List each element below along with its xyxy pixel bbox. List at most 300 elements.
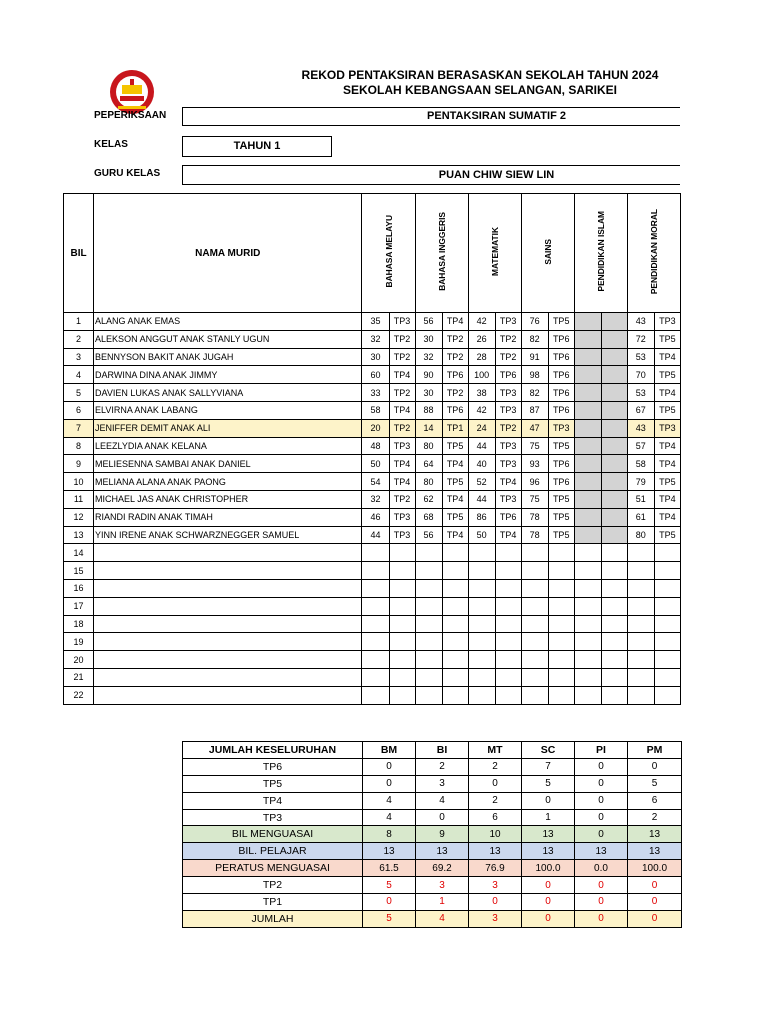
summary-row (183, 826, 682, 843)
summary-value: 0 (575, 775, 628, 792)
summary-row-label: BIL MENGUASAI (183, 826, 363, 843)
cell-empty (548, 579, 574, 597)
cell-empty (548, 615, 574, 633)
summary-value: 0 (522, 877, 575, 894)
cell-sc-tp: TP6 (548, 401, 574, 419)
cell-sc-tp: TP6 (548, 330, 574, 348)
summary-value: 5 (522, 775, 575, 792)
cell-bil: 19 (64, 633, 94, 651)
cell-pi-mark (574, 473, 601, 491)
field-peperiksaan (182, 107, 680, 126)
cell-bil: 21 (64, 668, 94, 686)
summary-row-label: TP1 (183, 894, 363, 911)
value-guru-kelas: PUAN CHIW SIEW LIN (438, 169, 555, 181)
cell-mt-mark: 44 (468, 490, 495, 508)
cell-nama (94, 686, 362, 704)
summary-value: 4 (416, 792, 469, 809)
cell-empty (495, 686, 521, 704)
summary-header-cell: BM (363, 742, 416, 759)
cell-empty (521, 668, 548, 686)
cell-pi-tp (601, 526, 627, 544)
cell-bil: 6 (64, 401, 94, 419)
cell-pm-tp: TP4 (654, 508, 680, 526)
cell-empty (389, 597, 415, 615)
summary-value: 0 (575, 877, 628, 894)
cell-empty (468, 562, 495, 580)
cell-empty (548, 651, 574, 669)
cell-bi-mark: 80 (415, 437, 442, 455)
cell-nama: DARWINA DINA ANAK JIMMY (94, 366, 362, 384)
cell-nama (94, 615, 362, 633)
cell-empty (521, 615, 548, 633)
summary-value: 0 (522, 792, 575, 809)
summary-row (183, 775, 682, 792)
summary-value: 13 (416, 843, 469, 860)
cell-empty (654, 562, 680, 580)
cell-empty (442, 668, 468, 686)
cell-empty (415, 633, 442, 651)
cell-empty (495, 597, 521, 615)
cell-mt-tp: TP3 (495, 313, 521, 331)
summary-value: 0 (575, 910, 628, 927)
summary-row-label: TP2 (183, 877, 363, 894)
cell-pm-tp: TP4 (654, 437, 680, 455)
cell-mt-mark: 50 (468, 526, 495, 544)
cell-pm-tp: TP4 (654, 348, 680, 366)
cell-bm-mark: 30 (362, 348, 389, 366)
summary-value: 0 (628, 894, 682, 911)
header-nama-murid: NAMA MURID (94, 194, 362, 313)
summary-value: 3 (416, 877, 469, 894)
cell-empty (627, 651, 654, 669)
cell-sc-mark: 78 (521, 508, 548, 526)
cell-nama (94, 562, 362, 580)
cell-pi-mark (574, 526, 601, 544)
student-marks-table (63, 193, 681, 705)
summary-header-cell: MT (469, 742, 522, 759)
summary-value: 100.0 (628, 860, 682, 877)
cell-empty (362, 562, 389, 580)
cell-empty (442, 686, 468, 704)
cell-bm-tp: TP4 (389, 455, 415, 473)
summary-table (182, 741, 682, 928)
cell-bil: 22 (64, 686, 94, 704)
label-kelas: KELAS (94, 139, 128, 150)
cell-bm-mark: 46 (362, 508, 389, 526)
cell-nama (94, 651, 362, 669)
cell-bm-mark: 32 (362, 330, 389, 348)
cell-bil: 17 (64, 597, 94, 615)
cell-empty (548, 668, 574, 686)
cell-pi-mark (574, 366, 601, 384)
cell-empty (627, 668, 654, 686)
field-guru-kelas (182, 165, 680, 185)
cell-empty (389, 651, 415, 669)
cell-bm-mark: 33 (362, 384, 389, 402)
header-sains (521, 194, 574, 313)
cell-empty (362, 686, 389, 704)
cell-empty (627, 562, 654, 580)
header-pendidikan-islam (574, 194, 627, 313)
cell-empty (574, 597, 601, 615)
cell-bm-mark: 60 (362, 366, 389, 384)
cell-bm-tp: TP2 (389, 419, 415, 437)
cell-bi-mark: 56 (415, 526, 442, 544)
summary-value: 2 (469, 758, 522, 775)
table-row (64, 437, 681, 455)
cell-empty (495, 579, 521, 597)
cell-empty (601, 544, 627, 562)
header-bi-label: BAHASA INGGERIS (436, 212, 447, 291)
cell-mt-tp: TP3 (495, 437, 521, 455)
header-pendidikan-moral (627, 194, 680, 313)
summary-value: 0 (363, 758, 416, 775)
summary-value: 0 (575, 894, 628, 911)
table-row (64, 419, 681, 437)
cell-pi-mark (574, 455, 601, 473)
cell-nama: ELVIRNA ANAK LABANG (94, 401, 362, 419)
cell-pm-mark: 58 (627, 455, 654, 473)
cell-pi-mark (574, 419, 601, 437)
cell-empty (389, 544, 415, 562)
summary-row-label: TP5 (183, 775, 363, 792)
cell-empty (601, 633, 627, 651)
cell-empty (574, 579, 601, 597)
summary-value: 4 (363, 809, 416, 826)
cell-bi-mark: 32 (415, 348, 442, 366)
cell-pi-tp (601, 490, 627, 508)
cell-nama (94, 668, 362, 686)
summary-value: 13 (363, 843, 416, 860)
summary-value: 3 (469, 877, 522, 894)
cell-nama: MICHAEL JAS ANAK CHRISTOPHER (94, 490, 362, 508)
summary-value: 10 (469, 826, 522, 843)
cell-pi-mark (574, 313, 601, 331)
cell-pm-tp: TP4 (654, 384, 680, 402)
cell-sc-tp: TP6 (548, 366, 574, 384)
cell-bil: 10 (64, 473, 94, 491)
cell-bm-tp: TP2 (389, 348, 415, 366)
summary-value: 0 (628, 910, 682, 927)
cell-bi-tp: TP1 (442, 419, 468, 437)
summary-value: 13 (628, 843, 682, 860)
cell-bil: 8 (64, 437, 94, 455)
cell-pm-tp: TP4 (654, 490, 680, 508)
cell-empty (654, 633, 680, 651)
summary-value: 3 (416, 775, 469, 792)
cell-bi-mark: 80 (415, 473, 442, 491)
summary-row (183, 860, 682, 877)
cell-nama: JENIFFER DEMIT ANAK ALI (94, 419, 362, 437)
summary-header-row (183, 742, 682, 759)
cell-bi-mark: 64 (415, 455, 442, 473)
cell-empty (389, 686, 415, 704)
value-kelas: TAHUN 1 (233, 140, 281, 152)
cell-pm-mark: 79 (627, 473, 654, 491)
cell-sc-tp: TP6 (548, 348, 574, 366)
cell-bil: 4 (64, 366, 94, 384)
cell-bi-tp: TP4 (442, 490, 468, 508)
cell-pi-tp (601, 455, 627, 473)
cell-nama (94, 579, 362, 597)
cell-empty (495, 544, 521, 562)
summary-value: 2 (416, 758, 469, 775)
summary-value: 61.5 (363, 860, 416, 877)
field-kelas (182, 136, 332, 157)
cell-empty (442, 633, 468, 651)
cell-mt-mark: 86 (468, 508, 495, 526)
cell-bi-tp: TP5 (442, 508, 468, 526)
cell-bi-tp: TP2 (442, 384, 468, 402)
cell-pm-tp: TP5 (654, 330, 680, 348)
cell-bi-tp: TP5 (442, 473, 468, 491)
cell-empty (574, 633, 601, 651)
cell-empty (627, 579, 654, 597)
summary-row (183, 792, 682, 809)
cell-mt-mark: 40 (468, 455, 495, 473)
cell-sc-mark: 93 (521, 455, 548, 473)
summary-value: 0 (628, 758, 682, 775)
summary-header-cell: SC (522, 742, 575, 759)
label-guru-kelas: GURU KELAS (94, 168, 161, 179)
summary-value: 13 (522, 826, 575, 843)
cell-sc-mark: 76 (521, 313, 548, 331)
cell-bi-tp: TP2 (442, 330, 468, 348)
cell-pi-mark (574, 490, 601, 508)
cell-empty (574, 668, 601, 686)
table-row (64, 473, 681, 491)
cell-sc-mark: 91 (521, 348, 548, 366)
cell-empty (654, 544, 680, 562)
summary-value: 13 (575, 843, 628, 860)
table-row-empty (64, 633, 681, 651)
cell-pi-tp (601, 366, 627, 384)
summary-row-label: PERATUS MENGUASAI (183, 860, 363, 877)
summary-row-label: JUMLAH (183, 910, 363, 927)
cell-bi-tp: TP2 (442, 348, 468, 366)
summary-value: 5 (363, 877, 416, 894)
summary-value: 0 (363, 775, 416, 792)
cell-bi-tp: TP5 (442, 437, 468, 455)
table-row-empty (64, 562, 681, 580)
summary-value: 2 (628, 809, 682, 826)
cell-empty (654, 579, 680, 597)
cell-pm-mark: 70 (627, 366, 654, 384)
summary-row-label: TP4 (183, 792, 363, 809)
header-pm-label: PENDIDIKAN MORAL (648, 208, 659, 295)
cell-pi-tp (601, 437, 627, 455)
cell-bil: 1 (64, 313, 94, 331)
summary-value: 1 (522, 809, 575, 826)
cell-sc-tp: TP5 (548, 313, 574, 331)
cell-bm-mark: 54 (362, 473, 389, 491)
summary-value: 4 (363, 792, 416, 809)
cell-bi-mark: 90 (415, 366, 442, 384)
cell-mt-tp: TP4 (495, 473, 521, 491)
cell-pi-mark (574, 401, 601, 419)
table-row (64, 490, 681, 508)
table-row-empty (64, 686, 681, 704)
cell-bi-mark: 30 (415, 330, 442, 348)
cell-bil: 18 (64, 615, 94, 633)
summary-row (183, 843, 682, 860)
cell-mt-tp: TP2 (495, 330, 521, 348)
cell-mt-mark: 44 (468, 437, 495, 455)
cell-empty (654, 686, 680, 704)
cell-mt-mark: 42 (468, 401, 495, 419)
cell-empty (601, 668, 627, 686)
label-peperiksaan: PEPERIKSAAN (94, 110, 167, 121)
cell-bm-tp: TP4 (389, 473, 415, 491)
cell-bi-tp: TP4 (442, 526, 468, 544)
cell-nama: MELIESENNA SAMBAI ANAK DANIEL (94, 455, 362, 473)
cell-nama: RIANDI RADIN ANAK TIMAH (94, 508, 362, 526)
summary-value: 13 (628, 826, 682, 843)
summary-row (183, 809, 682, 826)
summary-value: 4 (416, 910, 469, 927)
cell-bm-mark: 35 (362, 313, 389, 331)
cell-empty (468, 651, 495, 669)
cell-pi-tp (601, 348, 627, 366)
cell-empty (415, 597, 442, 615)
cell-empty (468, 597, 495, 615)
cell-empty (495, 615, 521, 633)
cell-empty (521, 651, 548, 669)
cell-bm-mark: 32 (362, 490, 389, 508)
cell-pi-mark (574, 330, 601, 348)
cell-empty (362, 668, 389, 686)
cell-bm-mark: 48 (362, 437, 389, 455)
cell-sc-mark: 87 (521, 401, 548, 419)
cell-bi-mark: 30 (415, 384, 442, 402)
cell-empty (654, 597, 680, 615)
summary-value: 0 (575, 792, 628, 809)
cell-empty (468, 633, 495, 651)
cell-pm-tp: TP5 (654, 401, 680, 419)
cell-bil: 3 (64, 348, 94, 366)
cell-empty (468, 615, 495, 633)
cell-sc-mark: 75 (521, 437, 548, 455)
cell-bi-tp: TP6 (442, 366, 468, 384)
cell-pi-mark (574, 437, 601, 455)
cell-empty (521, 562, 548, 580)
summary-value: 7 (522, 758, 575, 775)
cell-pm-tp: TP5 (654, 526, 680, 544)
cell-empty (389, 615, 415, 633)
cell-pi-mark (574, 348, 601, 366)
cell-nama: ALEKSON ANGGUT ANAK STANLY UGUN (94, 330, 362, 348)
cell-empty (495, 562, 521, 580)
cell-empty (468, 668, 495, 686)
cell-empty (468, 579, 495, 597)
cell-mt-tp: TP6 (495, 366, 521, 384)
cell-mt-mark: 52 (468, 473, 495, 491)
summary-value: 13 (469, 843, 522, 860)
cell-empty (415, 562, 442, 580)
summary-value: 2 (469, 792, 522, 809)
cell-mt-tp: TP2 (495, 419, 521, 437)
summary-value: 5 (363, 910, 416, 927)
table-row-empty (64, 597, 681, 615)
summary-value: 0 (628, 877, 682, 894)
cell-empty (362, 615, 389, 633)
cell-nama (94, 544, 362, 562)
cell-empty (627, 633, 654, 651)
cell-empty (601, 562, 627, 580)
cell-bi-tp: TP4 (442, 313, 468, 331)
summary-value: 9 (416, 826, 469, 843)
summary-value: 0 (522, 894, 575, 911)
cell-sc-mark: 98 (521, 366, 548, 384)
cell-mt-tp: TP4 (495, 526, 521, 544)
header-matematik (468, 194, 521, 313)
table-row-empty (64, 615, 681, 633)
cell-pm-mark: 61 (627, 508, 654, 526)
cell-pi-tp (601, 419, 627, 437)
cell-pm-tp: TP3 (654, 419, 680, 437)
cell-bi-mark: 56 (415, 313, 442, 331)
cell-empty (468, 544, 495, 562)
cell-sc-tp: TP5 (548, 437, 574, 455)
summary-value: 0 (522, 910, 575, 927)
cell-empty (574, 686, 601, 704)
cell-empty (442, 651, 468, 669)
header-mt-label: MATEMATIK (489, 227, 500, 276)
cell-empty (548, 633, 574, 651)
header-sc-label: SAINS (542, 238, 553, 265)
cell-pm-tp: TP3 (654, 313, 680, 331)
cell-bil: 13 (64, 526, 94, 544)
cell-mt-mark: 28 (468, 348, 495, 366)
summary-row (183, 894, 682, 911)
cell-pi-tp (601, 384, 627, 402)
summary-row-label: TP3 (183, 809, 363, 826)
cell-nama: LEEZLYDIA ANAK KELANA (94, 437, 362, 455)
cell-pm-mark: 53 (627, 348, 654, 366)
cell-bi-tp: TP6 (442, 401, 468, 419)
cell-nama (94, 597, 362, 615)
table-row (64, 330, 681, 348)
cell-mt-mark: 100 (468, 366, 495, 384)
cell-empty (442, 597, 468, 615)
header-bahasa-inggeris (415, 194, 468, 313)
cell-empty (601, 686, 627, 704)
cell-nama: MELIANA ALANA ANAK PAONG (94, 473, 362, 491)
cell-mt-tp: TP3 (495, 455, 521, 473)
cell-bil: 2 (64, 330, 94, 348)
cell-empty (601, 579, 627, 597)
cell-bm-mark: 20 (362, 419, 389, 437)
cell-empty (415, 615, 442, 633)
cell-empty (442, 579, 468, 597)
cell-sc-mark: 82 (521, 330, 548, 348)
cell-mt-mark: 26 (468, 330, 495, 348)
cell-pi-tp (601, 473, 627, 491)
cell-pm-mark: 67 (627, 401, 654, 419)
cell-empty (574, 615, 601, 633)
cell-empty (495, 668, 521, 686)
cell-sc-tp: TP5 (548, 508, 574, 526)
cell-bm-tp: TP3 (389, 508, 415, 526)
cell-empty (521, 597, 548, 615)
header-bm-label: BAHASA MELAYU (383, 215, 394, 288)
cell-sc-mark: 96 (521, 473, 548, 491)
summary-value: 0 (416, 809, 469, 826)
cell-bm-tp: TP2 (389, 330, 415, 348)
summary-row (183, 877, 682, 894)
table-row (64, 384, 681, 402)
cell-pm-mark: 57 (627, 437, 654, 455)
